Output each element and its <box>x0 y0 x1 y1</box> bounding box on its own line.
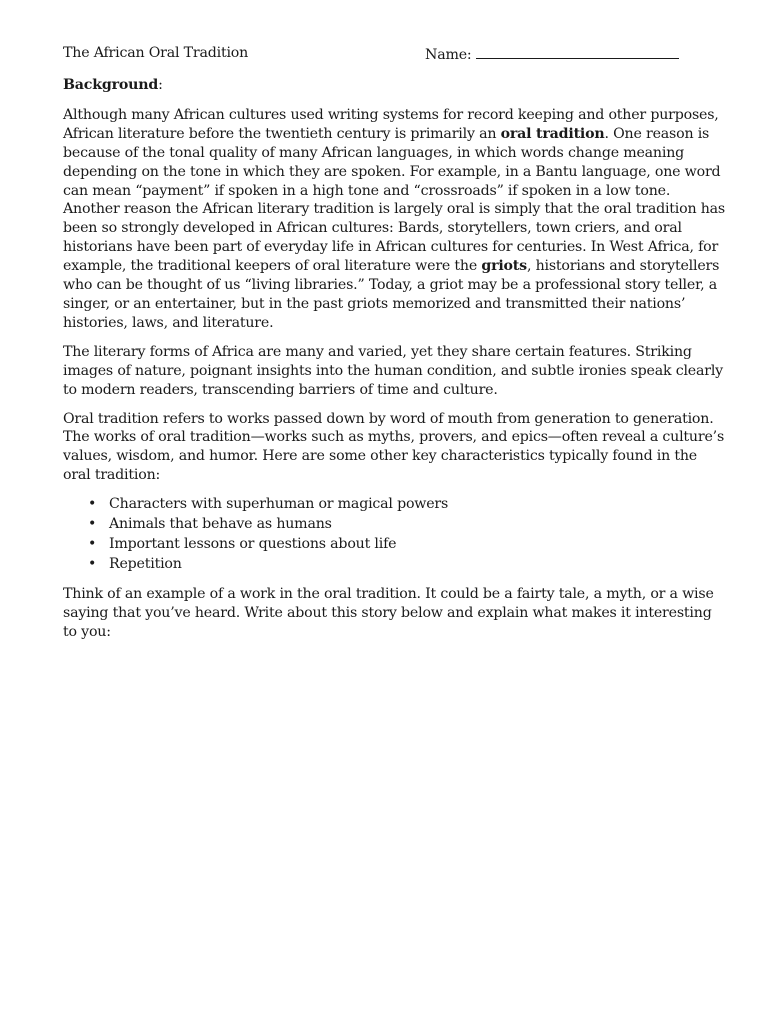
p1-text-a: Although many African cultures used writing systems for record keeping and other purposes, African literature before the twentieth century is primarily an <box>63 106 719 142</box>
term-griots: griots <box>481 258 527 275</box>
answer-area[interactable] <box>63 610 725 990</box>
background-heading-text: Background <box>63 77 159 93</box>
background-heading-colon: : <box>158 77 163 93</box>
list-item: • Animals that behave as humans <box>109 514 725 534</box>
writing-prompt: Think of an example of a work in the oral tradition. It could be a fairty tale, a myth, or a wise saying that you’ve heard. Write about this story below and explain what makes it interesting to you: <box>63 586 714 640</box>
term-oral-tradition: oral tradition <box>500 125 605 142</box>
list-item: • Repetition <box>109 554 725 574</box>
characteristics-list <box>63 494 725 574</box>
name-blank-line[interactable] <box>476 44 679 59</box>
list-item: • Important lessons or questions about life <box>109 534 725 554</box>
header-row <box>63 44 725 64</box>
p1-text-b: . One reason is because of the tonal quality of many African languages, in which words change meaning depending on the tone in which they are spoken. For example, in a Bantu language, one word can mean “payment” if spoken in a high tone and “crossroads” if spoken in a low tone. Another reason the African literary tradition is largely oral is simply that the oral tradition has been so strongly developed in African cultures: Bards, storytellers, town criers, and oral historians have been part of everyday life in African cultures for centuries. In West Africa, for example, the traditional keepers of oral literature were the <box>63 125 725 275</box>
background-heading <box>63 76 725 95</box>
document-title: The African Oral Tradition <box>63 45 249 61</box>
background-paragraph-1 <box>63 106 725 333</box>
background-paragraph-3: Oral tradition refers to works passed down by word of mouth from generation to generation. The works of oral tradition—works such as myths, provers, and epics—often reveal a culture’s values, wisdom, and humor. Here are some other key characteristics typically found in the oral tradition: <box>63 410 725 484</box>
p1-text-c: , historians and storytellers who can be thought of us “living libraries.” Today, a griot may be a professional story teller, a singer, or an entertainer, but in the past griots memorized and transmitted their nations’ histories, laws, and literature. <box>63 258 720 331</box>
name-field <box>425 44 679 65</box>
background-paragraph-2: The literary forms of Africa are many and varied, yet they share certain features. Striking images of nature, poignant insights into the human condition, and subtle ironies speak clearly to modern readers, transcending barriers of time and culture. <box>63 343 723 398</box>
worksheet-content <box>63 44 725 642</box>
name-label: Name: <box>425 47 472 63</box>
list-item: • Characters with superhuman or magical powers <box>109 494 725 514</box>
